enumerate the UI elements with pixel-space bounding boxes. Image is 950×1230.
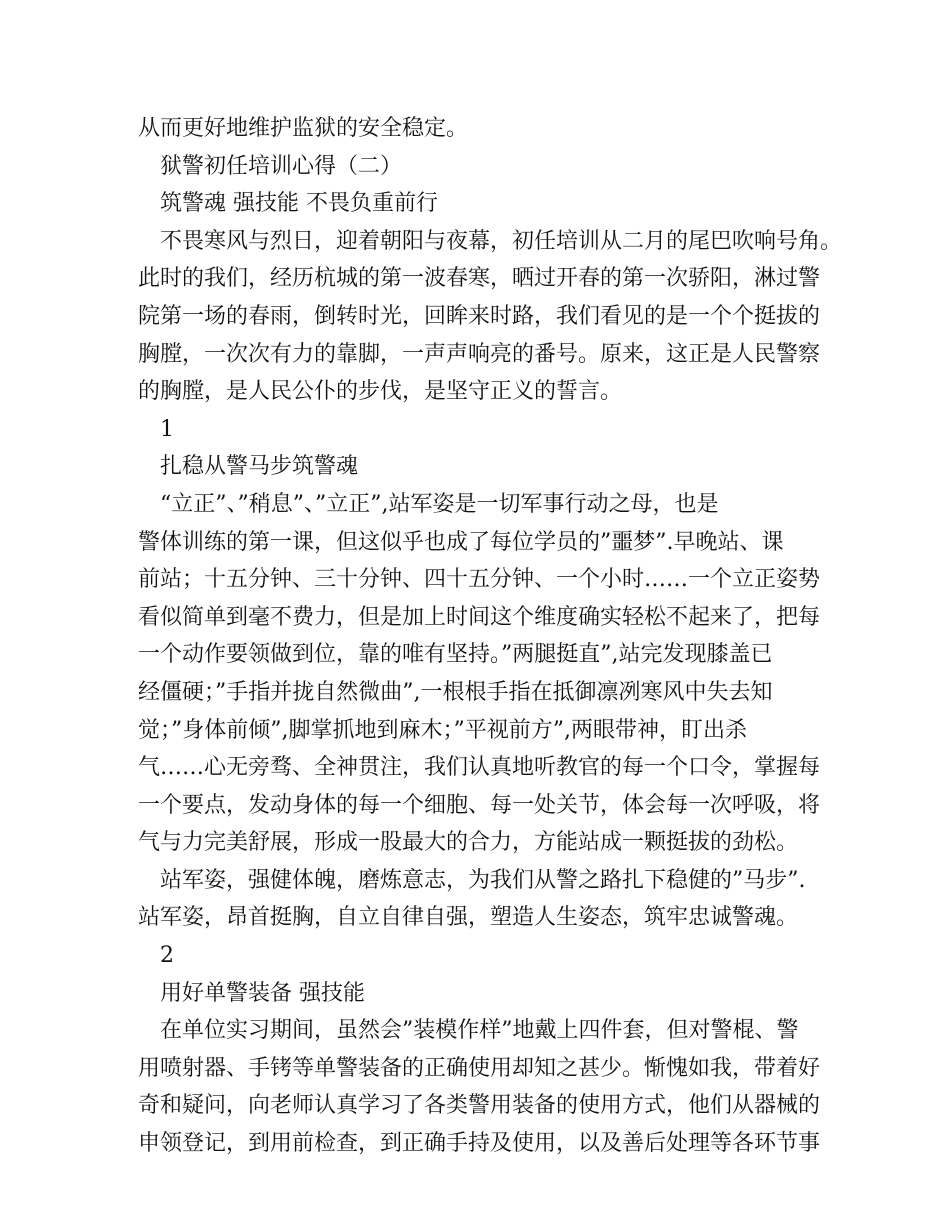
text-line: 一个要点，发动身体的每一个细胞、每一处关节，体会每一次呼吸，将 [138, 792, 821, 818]
text-line: 此时的我们，经历杭城的第一波春寒，晒过开春的第一次骄阳，淋过警 [138, 266, 821, 292]
document-body [138, 110, 843, 1163]
text-line: 前站；十五分钟、三十分钟、四十五分钟、一个小时……一个立正姿势 [138, 567, 821, 593]
text-line: 的胸膛，是人民公仆的步伐，是坚守正义的誓言。 [138, 379, 623, 405]
text-line: 从而更好地维护监狱的安全稳定。 [138, 116, 469, 141]
text-line: 觉；”身体前倾”,脚掌抓地到麻木；”平视前方”,两眼带神，盯出杀 [138, 717, 747, 743]
text-line: 院第一场的春雨，倒转时光，回眸来时路，我们看见的是一个个挺拔的 [138, 303, 821, 329]
text-line: 气……心无旁骛、全神贯注，我们认真地听教官的每一个口令，掌握每 [138, 755, 821, 781]
text-line: 气与力完美舒展，形成一股最大的合力，方能站成一颗挺拔的劲松。 [138, 830, 799, 856]
text-line: “立正”、”稍息”、”立正”,站军姿是一切军事行动之母，也是 [160, 491, 719, 517]
text-line: 看似简单到毫不费力，但是加上时间这个维度确实轻松不起来了，把每 [138, 604, 821, 630]
text-line: 站军姿，昂首挺胸，自立自律自强，塑造人生姿态，筑牢忠诚警魂。 [138, 905, 799, 931]
text-line: 1 [160, 416, 174, 442]
text-line: 警体训练的第一课，但这似乎也成了每位学员的”噩梦”.早晚站、课 [138, 529, 784, 555]
text-line: 站军姿，强健体魄，磨炼意志，为我们从警之路扎下稳健的”马步”. [160, 867, 806, 893]
text-line: 不畏寒风与烈日，迎着朝阳与夜幕，初任培训从二月的尾巴吹响号角。 [160, 228, 843, 254]
text-line: 扎稳从警马步筑警魂 [160, 454, 359, 480]
text-line: 一个动作要领做到位，靠的唯有坚持。”两腿挺直”,站完发现膝盖已 [138, 642, 773, 668]
text-line: 胸膛，一次次有力的靠脚，一声声响亮的番号。原来，这正是人民警察 [138, 341, 821, 367]
text-line: 狱警初任培训心得（二） [160, 153, 403, 179]
text-line: 在单位实习期间，虽然会”装模作样”地戴上四件套，但对警棍、警 [160, 1018, 799, 1044]
text-line: 2 [160, 943, 174, 969]
text-line: 用好单警装备 强技能 [160, 980, 365, 1006]
text-line: 用喷射器、手铐等单警装备的正确使用却知之甚少。惭愧如我，带着好 [138, 1055, 821, 1081]
text-line: 经僵硬；”手指并拢自然微曲”,一根根手指在抵御凛冽寒风中失去知 [138, 679, 773, 705]
text-line: 奇和疑问，向老师认真学习了各类警用装备的使用方式，他们从器械的 [138, 1093, 821, 1119]
text-line: 申领登记，到用前检查，到正确手持及使用，以及善后处理等各环节事 [138, 1131, 821, 1157]
text-line: 筑警魂 强技能 不畏负重前行 [160, 191, 438, 217]
